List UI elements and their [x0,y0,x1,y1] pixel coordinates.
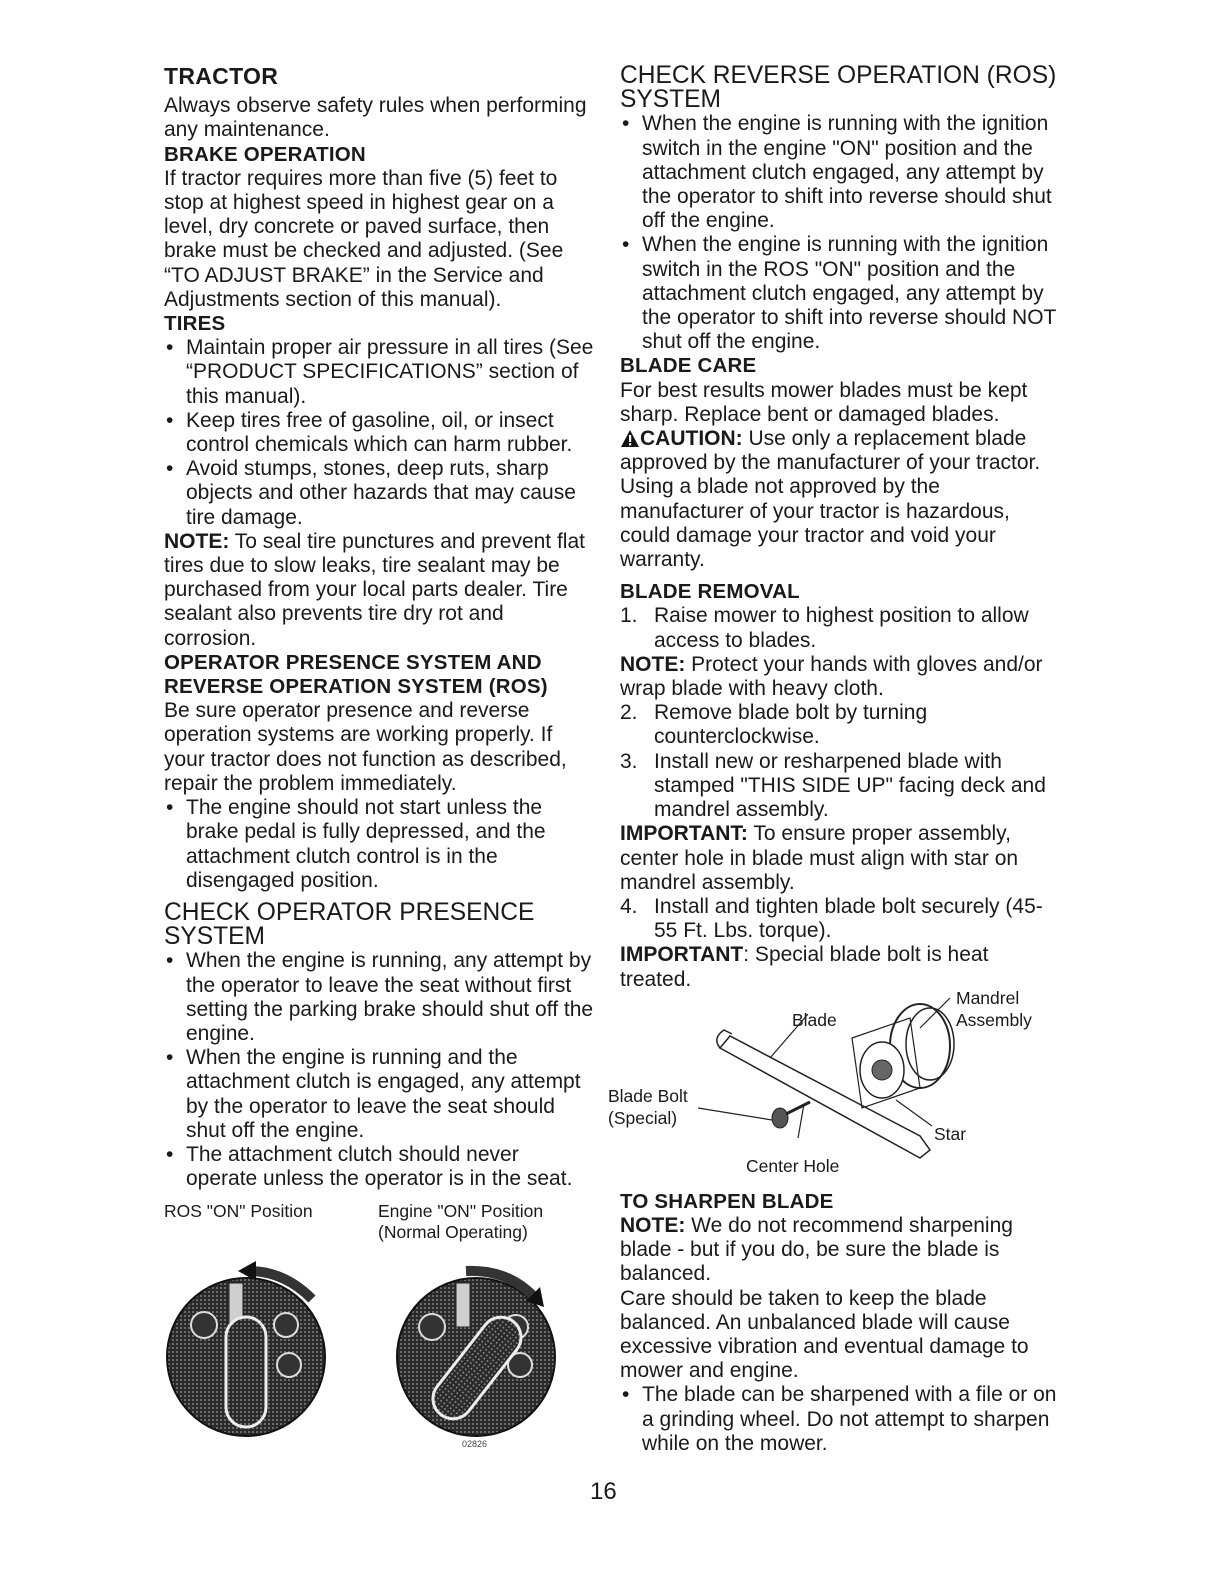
step-item: 2. Remove blade bolt by turning counterclockwise. [620,701,928,749]
sharpen-text: Care should be taken to keep the blade balanced. An unbalanced blade will cause excessive vibration and eventual damage to mower and engine. [620,1286,1029,1383]
step-item: 4. Install and tighten blade bolt securely (45-55 Ft. Lbs. torque). [620,894,1043,943]
ignition-switch-labels [164,1201,594,1243]
step-item: 3. Install new or resharpened blade with stamped "THIS SIDE UP" facing deck and mandrel assembly. [620,749,1046,822]
blade-diagram [608,987,1058,1182]
blade-care-text: For best results mower blades must be kept sharp. Replace bent or damaged blades. [620,378,1028,426]
list-item: • The engine should not start unless the brake pedal is fully depressed, and the attachment clutch control is in the disengaged position. [164,796,594,893]
ignition-switch-illustration [164,1247,594,1447]
caution-text: Use only a replacement blade approved by the manufacturer of your tractor. Using a blade not approved by the manufacturer of your tractor is hazardous, could damage your tractor and void your warranty. [620,427,1041,572]
caution-label: CAUTION: [640,427,743,451]
engine-on-sublabel: (Normal Operating) [378,1222,528,1243]
caution-paragraph [620,427,1058,572]
operator-presence-text: Be sure operator presence and reverse operation systems are working properly. If your tractor does not function as described, repair the problem immediately. [164,699,567,795]
special-label: (Special) [608,1107,678,1128]
tires-list [164,336,594,530]
list-item: • The blade can be sharpened with a file or on a grinding wheel. Do not attempt to sharpen while on the mower. [620,1383,1058,1456]
blade-removal-steps-cont [620,701,1058,822]
blade-bolt-label: Blade Bolt [608,1085,688,1106]
brake-operation-text: If tractor requires more than five (5) feet to stop at highest speed in highest gear on a level, dry concrete or paved surface, then brake must be checked and adjusted. (See “TO ADJUST BRAKE” in the Service and Adjustments section of this manual). [164,166,564,311]
ros-on-switch-dial [167,1261,325,1436]
blade-removal-steps [620,604,1058,652]
list-item: • Maintain proper air pressure in all tires (See “PRODUCT SPECIFICATIONS” section of this manual). [164,336,594,409]
check-ros-list [620,112,1058,354]
blade-removal-steps-final [620,895,1058,943]
tires-heading: TIRES [164,312,226,336]
bolt-leader [698,1108,772,1120]
list-item: • When the engine is running and the attachment clutch is engaged, any attempt by the operator to leave the seat should shut off the engine. [164,1046,594,1143]
engine-on-label: Engine "ON" Position [378,1201,544,1222]
important-heat-treated-note: IMPORTANT: Special blade bolt is heat treated. [620,943,989,991]
note-text: To seal tire punctures and prevent flat tires due to slow leaks, tire sealant may be purchased from your local parts dealer. Tire sealant also prevents tire dry rot and corrosion. [164,529,585,650]
protect-hands-note: NOTE: Protect your hands with gloves and/or wrap blade with heavy cloth. [620,652,1043,701]
blade-label: Blade [792,1009,837,1030]
sharpen-list [620,1383,1058,1456]
left-column [164,64,594,1447]
to-sharpen-blade-heading: TO SHARPEN BLADE [620,1189,834,1213]
operator-presence-list [164,796,594,893]
figure-code: 02826 [462,1439,488,1448]
step-item: 1. Raise mower to highest position to allow access to blades. [620,604,1029,652]
ros-on-label: ROS "ON" Position [164,1201,313,1222]
list-item: • When the engine is running, any attempt by the operator to leave the seat without first setting the parking brake should shut off the engine. [164,949,594,1046]
page-number: 16 [590,1478,617,1505]
list-item: • Avoid stumps, stones, deep ruts, sharp objects and other hazards that may cause tire damage. [164,457,594,530]
blade-care-heading: BLADE CARE [620,354,757,378]
list-item: • When the engine is running with the ignition switch in the ROS "ON" position and the attachment clutch engaged, any attempt by the operator to shift into reverse should NOT shut off the engine. [620,233,1058,354]
right-column [608,62,1058,1456]
blade-removal-heading: BLADE REMOVAL [620,580,800,604]
mandrel-label: Mandrel [956,987,1020,1008]
tire-note [164,530,594,651]
list-item: • When the engine is running with the ignition switch in the engine "ON" position and the attachment clutch engaged, any attempt by the operator to shift into reverse should shut off the engine. [620,112,1058,233]
ignition-switch-figure [164,1247,594,1447]
check-ros-heading: CHECK REVERSE OPERATION (ROS) SYSTEM [620,62,1057,114]
list-item: • Keep tires free of gasoline, oil, or insect control chemicals which can harm rubber. [164,409,594,457]
check-operator-presence-list [164,949,594,1191]
important-assembly-note: IMPORTANT: To ensure proper assembly, center hole in blade must align with star on mandrel assembly. [620,822,1019,894]
warning-triangle-icon [620,429,640,448]
note-label: NOTE: [164,529,230,553]
check-operator-presence-heading: CHECK OPERATOR PRESENCE SYSTEM [164,898,535,951]
engine-on-label-group [378,1201,543,1243]
tractor-heading: TRACTOR [164,63,279,89]
tractor-intro: Always observe safety rules when performing any maintenance. [164,94,587,142]
center-hole-label: Center Hole [746,1155,840,1176]
brake-operation-heading: BRAKE OPERATION [164,142,366,166]
sharpen-note: NOTE: We do not recommend sharpening blade - but if you do, be sure the blade is balanced. [620,1213,1013,1286]
list-item: • The attachment clutch should never operate unless the operator is in the seat. [164,1143,594,1191]
engine-on-switch-dial [397,1271,555,1436]
star-label: Star [934,1123,967,1144]
star-leader [896,1100,932,1126]
assembly-label: Assembly [956,1009,1032,1030]
operator-presence-heading: OPERATOR PRESENCE SYSTEM AND REVERSE OPERATION SYSTEM (ROS) [164,650,548,699]
